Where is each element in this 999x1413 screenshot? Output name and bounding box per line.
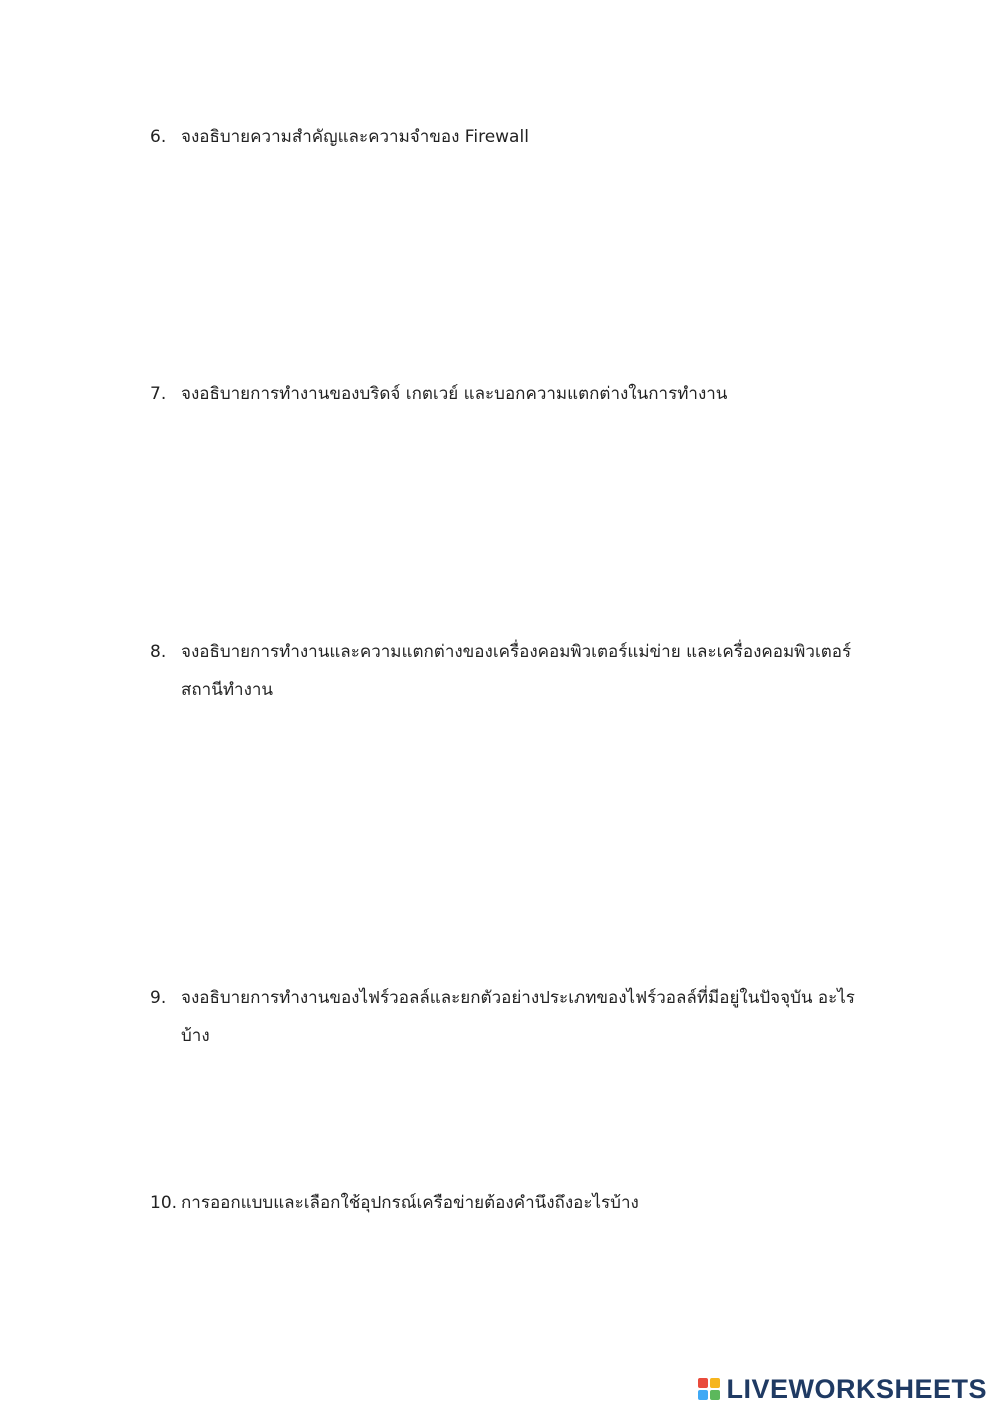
question-8 [150, 633, 880, 709]
logo-square [710, 1390, 720, 1400]
question-number: 6. [150, 127, 167, 147]
question-text: จงอธิบายการทำงานของไฟร์วอลล์และยกตัวอย่างประเภทของไฟร์วอลล์ที่มีอยู่ในปัจจุบัน อะไรบ้าง [181, 988, 855, 1046]
logo-square [710, 1378, 720, 1388]
question-9 [150, 979, 880, 1055]
logo-square [698, 1378, 708, 1388]
question-text: จงอธิบายการทำงานของบริดจ์ เกตเวย์ และบอกความแตกต่างในการทำงาน [181, 384, 728, 404]
liveworksheets-logo-icon [698, 1378, 720, 1400]
question-6 [150, 118, 880, 156]
question-number: 7. [150, 384, 167, 404]
question-number: 10. [150, 1193, 178, 1213]
brand-name: LIVEWORKSHEETS [726, 1374, 987, 1404]
question-number: 8. [150, 642, 167, 662]
logo-square [698, 1390, 708, 1400]
question-number: 9. [150, 988, 167, 1008]
question-10 [150, 1184, 880, 1222]
question-text: จงอธิบายความสำคัญและความจำของ Firewall [181, 127, 529, 147]
question-text: จงอธิบายการทำงานและความแตกต่างของเครื่องคอมพิวเตอร์แม่ข่าย และเครื่องคอมพิวเตอร์สถานีทำงาน [181, 642, 852, 700]
liveworksheets-brand [698, 1373, 987, 1405]
question-text: การออกแบบและเลือกใช้อุปกรณ์เครือข่ายต้องคำนึงถึงอะไรบ้าง [181, 1193, 639, 1213]
question-7 [150, 375, 880, 413]
